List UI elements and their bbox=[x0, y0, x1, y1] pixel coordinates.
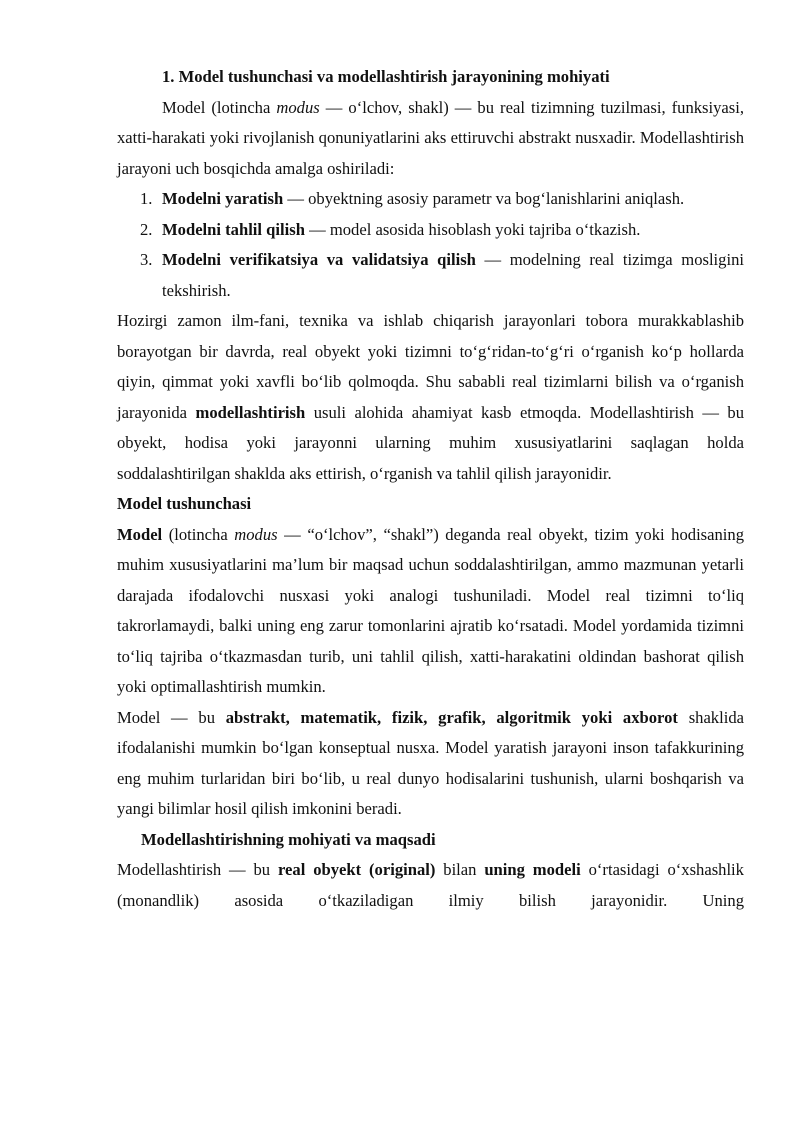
intro-modus: modus bbox=[276, 97, 320, 117]
essence-text-1: Modellashtirish — bu bbox=[117, 860, 278, 879]
document-page bbox=[117, 62, 744, 916]
intro-text-2: — o‘lchov, shakl) — bu real tizimning tuzilmasi, funksiyasi, xatti-harakati yoki rivojlanish qonuniyatlarini aks ettiruvchi abstrakt nusxadir. Modellashtirish jarayoni uch bosqichda amalga oshiriladi: bbox=[117, 97, 744, 178]
context-text-2: usuli alohida ahamiyat kasb etmoqda. Modellashtirish — bu obyekt, hodisa yoki jarayonni ularning muhim xususiyatlarini saqlagan holda soddalashtirilgan shaklda aks ettirish, o‘rganish va tahlil qilish jarayonidir. bbox=[117, 402, 744, 483]
forms-text-1: Model — bu bbox=[117, 707, 226, 727]
essence-bold-1: real obyekt (original) bbox=[277, 860, 436, 879]
model-forms-paragraph bbox=[117, 703, 744, 825]
steps-list bbox=[117, 184, 744, 306]
list-item bbox=[117, 245, 744, 306]
context-bold: modellashtirish bbox=[195, 402, 306, 422]
essence-paragraph bbox=[117, 855, 744, 916]
context-paragraph bbox=[117, 306, 744, 489]
essence-text-2: bilan bbox=[435, 860, 485, 879]
model-definition-paragraph bbox=[117, 520, 744, 703]
heading-essence: Modellashtirishning mohiyati va maqsadi bbox=[141, 829, 436, 849]
list-item-number: 3. bbox=[140, 250, 153, 269]
model-modus: modus bbox=[234, 524, 278, 544]
list-item-number: 1. bbox=[140, 189, 153, 208]
list-item-bold: Modelni verifikatsiya va validatsiya qilish bbox=[162, 250, 476, 269]
model-bold: Model bbox=[117, 524, 163, 544]
forms-text-2: shaklida ifodalanishi mumkin bo‘lgan konseptual nusxa. Model yaratish jarayoni inson tafakkurining eng muhim turlaridan biri bo‘lib, u real dunyo hodisalarini tushunish, ularni boshqarish va yangi bilimlar hosil qilish imkonini beradi. bbox=[117, 707, 744, 818]
list-item-bold: Modelni tahlil qilish bbox=[162, 219, 305, 239]
model-text-1: (lotincha bbox=[162, 524, 235, 544]
intro-text-1: Model (lotincha bbox=[162, 97, 277, 117]
intro-paragraph bbox=[117, 93, 744, 185]
list-item-text: — modelning real tizimga mosligini tekshirish. bbox=[162, 250, 744, 300]
model-text-2: — “o‘lchov”, “shakl”) deganda real obyekt, tizim yoki hodisaning muhim xususiyatlarini ma’lum bir maqsad uchun soddalashtirilgan, ammo mazmunan yetarli darajada ifodalovchi nusxasi yoki analogi tushuniladi. Model real tizimni to‘liq takrorlamaydi, balki uning eng zarur tomonlarini ajratib ko‘rsatadi. Model yordamida tizimni to‘liq tajriba o‘tkazmasdan turib, uni tahlil qilish, xatti-harakatini oldindan bashorat qilish yoki optimallashtirish mumkin. bbox=[117, 524, 745, 696]
section-title: 1. Model tushunchasi va modellashtirish jarayonining mohiyati bbox=[162, 67, 610, 86]
list-item bbox=[117, 184, 744, 215]
heading-model-concept: Model tushunchasi bbox=[117, 494, 252, 513]
list-item-number: 2. bbox=[140, 219, 153, 239]
list-item-text: — model asosida hisoblash yoki tajriba o‘tkazish. bbox=[304, 219, 641, 239]
forms-bold: abstrakt, matematik, fizik, grafik, algoritmik yoki axborot bbox=[225, 707, 678, 727]
list-item-text: — obyektning asosiy parametr va bog‘lanishlarini aniqlash. bbox=[283, 189, 685, 208]
list-item-bold: Modelni yaratish bbox=[162, 189, 284, 208]
essence-text-3: o‘rtasidagi o‘xshashlik (monandlik) asosida o‘tkaziladigan ilmiy bilish jarayonidir. Uning bbox=[117, 860, 744, 910]
list-item bbox=[117, 215, 744, 246]
essence-bold-2: uning modeli bbox=[484, 860, 581, 879]
context-text-1: Hozirgi zamon ilm-fani, texnika va ishlab chiqarish jarayonlari tobora murakkablashib borayotgan bir davrda, real obyekt yoki tizimni to‘g‘ridan-to‘g‘ri o‘rganish ko‘p hollarda qiyin, qimmat yoki xavfli bo‘lib qolmoqda. Shu sababli real tizimlarni bilish va o‘rganish jarayonida bbox=[117, 311, 744, 422]
